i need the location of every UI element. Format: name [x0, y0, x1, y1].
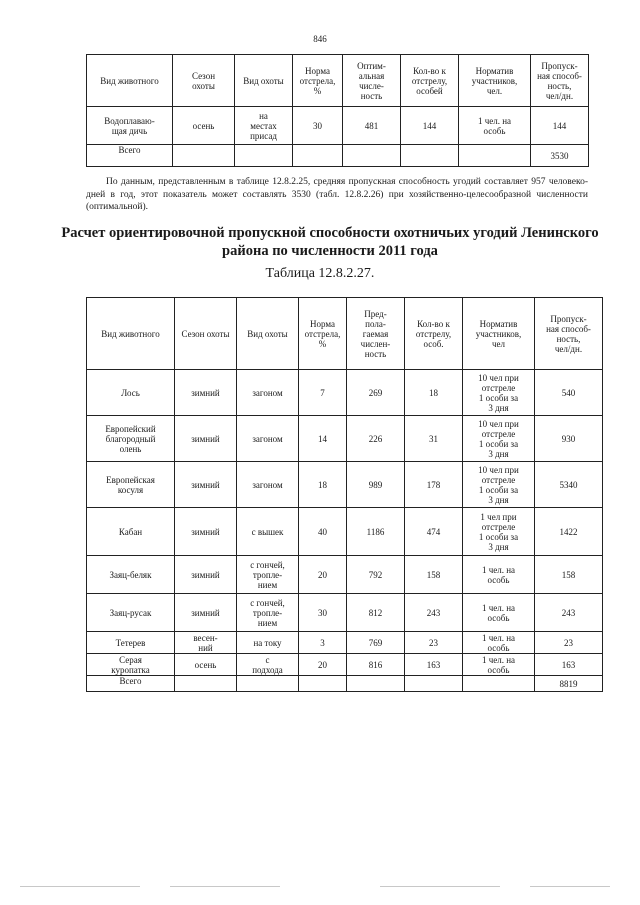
- table-cell: 5340: [535, 462, 603, 508]
- table-row: [87, 654, 603, 676]
- page-number: 846: [313, 34, 327, 44]
- table-cell: осень: [175, 654, 237, 676]
- column-header: Сезон охоты: [175, 298, 237, 370]
- table-cell: 1 чел. на особь: [463, 632, 535, 654]
- column-header: Пропуск- ная способ- ность, чел/дн.: [535, 298, 603, 370]
- table-cell: [235, 145, 293, 167]
- table-cell: [459, 145, 531, 167]
- table-cell: зимний: [175, 462, 237, 508]
- column-header: Кол-во к отстрелу, особ.: [405, 298, 463, 370]
- table-cell: 1 чел. на особь: [459, 107, 531, 145]
- table-cell: 989: [347, 462, 405, 508]
- table-cell: 30: [293, 107, 343, 145]
- table-cell: [293, 145, 343, 167]
- table-row: [87, 594, 603, 632]
- table-caption: Таблица 12.8.2.27.: [265, 266, 375, 281]
- table-cell: 1 чел. на особь: [463, 594, 535, 632]
- table-cell: 1186: [347, 508, 405, 556]
- table-cell: 144: [401, 107, 459, 145]
- table-cell: 1 чел. на особь: [463, 556, 535, 594]
- table-cell: 792: [347, 556, 405, 594]
- table-cell: 158: [535, 556, 603, 594]
- table-cell: 243: [535, 594, 603, 632]
- column-header: Вид животного: [87, 298, 175, 370]
- table-cell: Лось: [87, 370, 175, 416]
- column-header: Норматив участников, чел.: [459, 55, 531, 107]
- table-cell: [173, 145, 235, 167]
- column-header: Сезон охоты: [173, 55, 235, 107]
- table-cell: 243: [405, 594, 463, 632]
- table-cell: на току: [237, 632, 299, 654]
- table-cell: 7: [299, 370, 347, 416]
- table-cell: 23: [405, 632, 463, 654]
- scan-artifact-line: [530, 886, 610, 887]
- table-cell: [299, 676, 347, 692]
- table-row: [87, 462, 603, 508]
- table-cell: 18: [405, 370, 463, 416]
- table-cell: Европейская косуля: [87, 462, 175, 508]
- table-hunting-capacity-optimal: [86, 54, 589, 167]
- table-cell: 8819: [535, 676, 603, 692]
- table-cell: с вышек: [237, 508, 299, 556]
- table-cell: 23: [535, 632, 603, 654]
- section-heading: Расчет ориентировочной пропускной способности охотничьих угодий Ленинского района по численности 2011 года: [61, 225, 599, 259]
- column-header: Норматив участников, чел: [463, 298, 535, 370]
- table-cell: весен- ний: [175, 632, 237, 654]
- summary-paragraph: По данным, представленным в таблице 12.8.2.25, средняя пропускная способность угодий составляет 957 человеко-дней в год, этот показатель может составлять 3530 (табл. 12.8.2.26) при хозяйственно-целесообразной численности (оптимальной).: [86, 177, 588, 212]
- table-cell: 18: [299, 462, 347, 508]
- table-cell: 930: [535, 416, 603, 462]
- table-cell: 540: [535, 370, 603, 416]
- table-cell: зимний: [175, 416, 237, 462]
- scan-artifact-line: [380, 886, 500, 887]
- column-header: Пропуск- ная способ- ность, чел/дн.: [531, 55, 589, 107]
- table-cell: 812: [347, 594, 405, 632]
- table-hunting-capacity-2011: [86, 297, 603, 692]
- table-cell: осень: [173, 107, 235, 145]
- table-cell: 158: [405, 556, 463, 594]
- column-header: Оптим- альная числе- ность: [343, 55, 401, 107]
- table-cell: [463, 676, 535, 692]
- table-cell: зимний: [175, 594, 237, 632]
- table-cell: 226: [347, 416, 405, 462]
- scan-artifact-line: [20, 886, 140, 887]
- table-row: [87, 107, 589, 145]
- table-cell: с гончей, тропле- нием: [237, 556, 299, 594]
- column-header: Вид охоты: [237, 298, 299, 370]
- column-header: Вид охоты: [235, 55, 293, 107]
- table-cell: Водоплаваю- щая дичь: [87, 107, 173, 145]
- table-cell: 1 чел при отстреле 1 особи за 3 дня: [463, 508, 535, 556]
- table-cell: 30: [299, 594, 347, 632]
- table-cell: [405, 676, 463, 692]
- table-cell: 20: [299, 654, 347, 676]
- table-cell: Всего: [87, 145, 173, 167]
- table-cell: Кабан: [87, 508, 175, 556]
- table-cell: с гончей, тропле- нием: [237, 594, 299, 632]
- table-cell: [175, 676, 237, 692]
- table-cell: 178: [405, 462, 463, 508]
- table-cell: Тетерев: [87, 632, 175, 654]
- table-cell: 10 чел при отстреле 1 особи за 3 дня: [463, 462, 535, 508]
- table-cell: 474: [405, 508, 463, 556]
- table-cell: [401, 145, 459, 167]
- table-cell: 816: [347, 654, 405, 676]
- table-cell: Европейский благородный олень: [87, 416, 175, 462]
- column-header: Норма отстрела, %: [299, 298, 347, 370]
- table-cell: Заяц-русак: [87, 594, 175, 632]
- column-header: Вид животного: [87, 55, 173, 107]
- column-header: Пред- пола- гаемая числен- ность: [347, 298, 405, 370]
- table-row: [87, 632, 603, 654]
- table-row: [87, 416, 603, 462]
- table-cell: 20: [299, 556, 347, 594]
- column-header: Норма отстрела, %: [293, 55, 343, 107]
- table-cell: 144: [531, 107, 589, 145]
- table-cell: Всего: [87, 676, 175, 692]
- table-cell: 1 чел. на особь: [463, 654, 535, 676]
- table-cell: 3: [299, 632, 347, 654]
- table-cell: [237, 676, 299, 692]
- table-row: [87, 556, 603, 594]
- table-cell: 481: [343, 107, 401, 145]
- table-cell: 14: [299, 416, 347, 462]
- table-cell: [347, 676, 405, 692]
- column-header: Кол-во к отстрелу, особей: [401, 55, 459, 107]
- table-cell: зимний: [175, 556, 237, 594]
- table-cell: 269: [347, 370, 405, 416]
- table-cell: зимний: [175, 508, 237, 556]
- table-cell: Серая куропатка: [87, 654, 175, 676]
- table-cell: 163: [535, 654, 603, 676]
- table-cell: 31: [405, 416, 463, 462]
- scan-artifact-line: [170, 886, 280, 887]
- table-cell: [343, 145, 401, 167]
- table-cell: 10 чел при отстреле 1 особи за 3 дня: [463, 416, 535, 462]
- table-cell: 769: [347, 632, 405, 654]
- table-cell: 163: [405, 654, 463, 676]
- table-row: [87, 508, 603, 556]
- table-cell: 1422: [535, 508, 603, 556]
- table-row: [87, 370, 603, 416]
- table-row: [87, 676, 603, 692]
- table-cell: загоном: [237, 462, 299, 508]
- table-cell: загоном: [237, 370, 299, 416]
- table-cell: зимний: [175, 370, 237, 416]
- table-row: [87, 145, 589, 167]
- table-cell: на местах присад: [235, 107, 293, 145]
- table-cell: Заяц-беляк: [87, 556, 175, 594]
- table-cell: 3530: [531, 145, 589, 167]
- table-cell: с подхода: [237, 654, 299, 676]
- table-cell: 10 чел при отстреле 1 особи за 3 дня: [463, 370, 535, 416]
- table-cell: загоном: [237, 416, 299, 462]
- table-cell: 40: [299, 508, 347, 556]
